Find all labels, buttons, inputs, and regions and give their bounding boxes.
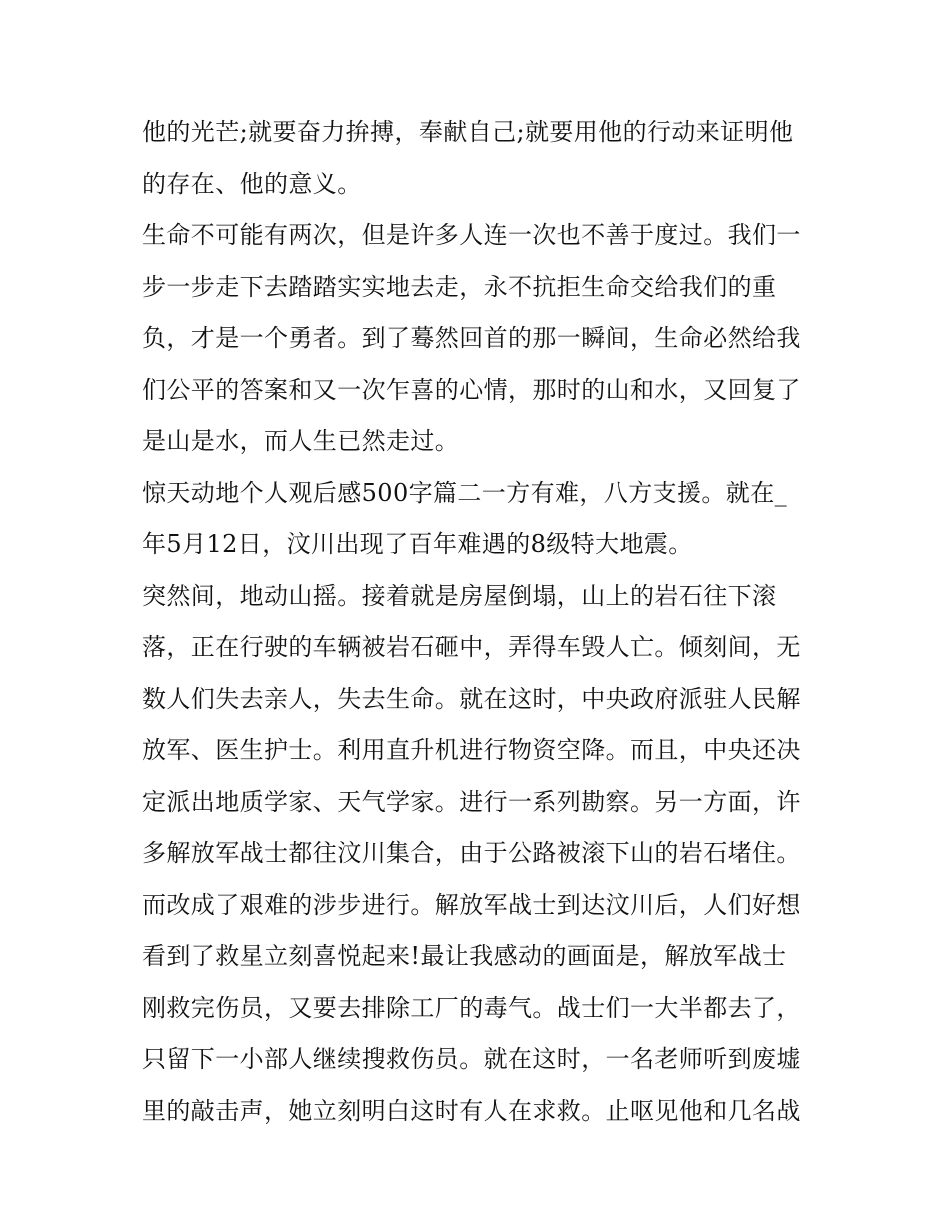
text-line: 刚救完伤员，又要去排除工厂的毒气。战士们一大半都去了， bbox=[142, 993, 801, 1022]
text-line: 而改成了艰难的涉步进行。解放军战士到达汶川后，人们好想 bbox=[142, 890, 801, 919]
text-line: 数人们失去亲人，失去生命。就在这时，中央政府派驻人民解 bbox=[142, 684, 801, 713]
text-line: 多解放军战士都往汶川集合，由于公路被滚下山的岩石堵住。 bbox=[142, 839, 801, 867]
text-line: 步一步走下去踏踏实实地去走，永不抗拒生命交给我们的重 bbox=[142, 272, 777, 301]
text-line: 落，正在行驶的车辆被岩石砸中，弄得车毁人亡。倾刻间，无 bbox=[142, 633, 801, 661]
text-line: 放军、医生护士。利用直升机进行物资空降。而且，中央还决 bbox=[142, 736, 801, 764]
text-line: 生命不可能有两次，但是许多人连一次也不善于度过。我们一 bbox=[142, 221, 801, 249]
text-line: 里的敲击声，她立刻明白这时有人在求救。止呕见他和几名战 bbox=[142, 1096, 801, 1125]
text-line: 突然间，地动山摇。接着就是房屋倒塌，山上的岩石往下滚 bbox=[142, 581, 777, 610]
text-line: 只留下一小部人继续搜救伤员。就在这时，一名老师听到废墟 bbox=[142, 1045, 801, 1073]
text-line: 惊天动地个人观后感500字篇二一方有难，八方支援。就在_ bbox=[142, 478, 788, 507]
text-line: 定派出地质学家、天气学家。进行一系列勘察。另一方面，许 bbox=[142, 787, 801, 816]
text-line: 年5月12日，汶川出现了百年难遇的8级特大地震。 bbox=[142, 530, 693, 558]
text-line: 负，才是一个勇者。到了蓦然回首的那一瞬间，生命必然给我 bbox=[142, 324, 801, 352]
text-line: 是山是水，而人生已然走过。 bbox=[142, 427, 460, 455]
text-line: 的存在、他的意义。 bbox=[142, 169, 362, 198]
text-line: 看到了救星立刻喜悦起来!最让我感动的画面是，解放军战士 bbox=[142, 942, 787, 970]
text-line: 们公平的答案和又一次乍喜的心情，那时的山和水，又回复了 bbox=[142, 375, 801, 404]
body-text bbox=[142, 107, 822, 1137]
text-line: 他的光芒;就要奋力拚搏，奉献自己;就要用他的行动来证明他 bbox=[142, 118, 794, 146]
